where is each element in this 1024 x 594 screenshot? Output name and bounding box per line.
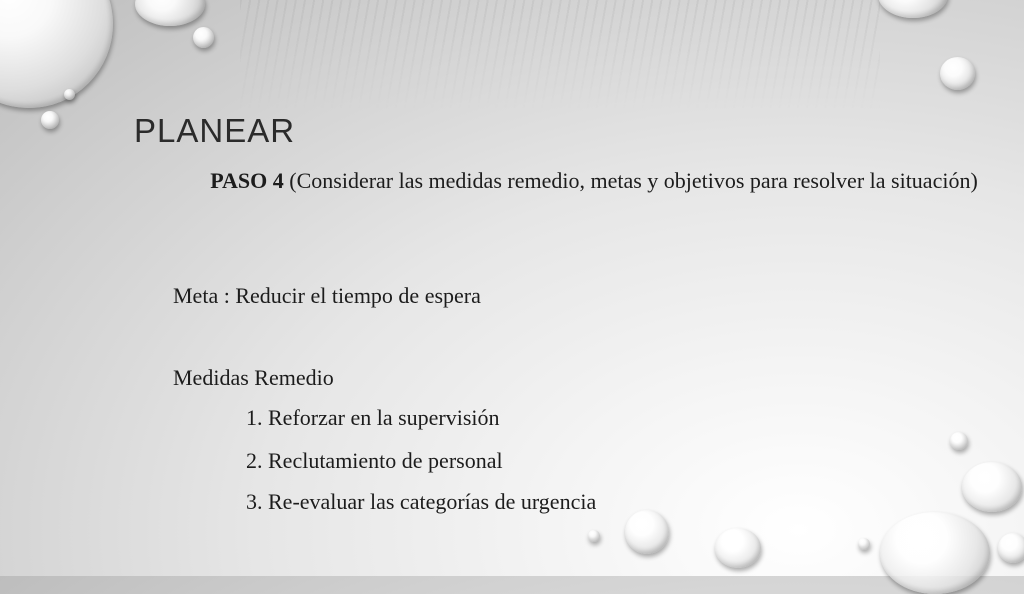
water-drop: [962, 462, 1022, 512]
remedy-item: 2. Reclutamiento de personal: [246, 448, 503, 473]
background-texture: [240, 0, 880, 110]
water-drop: [878, 0, 948, 18]
water-drop: [41, 111, 59, 129]
step-description: (Considerar las medidas remedio, metas y objetivos para resolver la situación): [283, 168, 978, 193]
water-drop: [0, 0, 113, 108]
water-drop: [715, 528, 761, 568]
water-drop: [135, 0, 205, 26]
water-drop: [588, 530, 600, 542]
water-drop: [950, 432, 968, 450]
remedies-heading: Medidas Remedio: [173, 365, 334, 390]
water-drop: [64, 89, 75, 100]
water-drop: [193, 27, 214, 48]
water-drop: [880, 512, 990, 594]
slide-title: PLANEAR: [134, 112, 296, 149]
step-heading: [134, 163, 1024, 199]
water-drop: [998, 533, 1024, 563]
remedy-item: 3. Re-evaluar las categorías de urgencia: [246, 489, 597, 514]
goal-text: Meta : Reducir el tiempo de espera: [173, 283, 481, 308]
water-drop: [625, 510, 669, 554]
water-drop: [858, 538, 870, 550]
remedy-item: 1. Reforzar en la supervisión: [246, 405, 500, 430]
water-drop: [940, 57, 975, 90]
step-label: PASO 4: [210, 168, 284, 193]
